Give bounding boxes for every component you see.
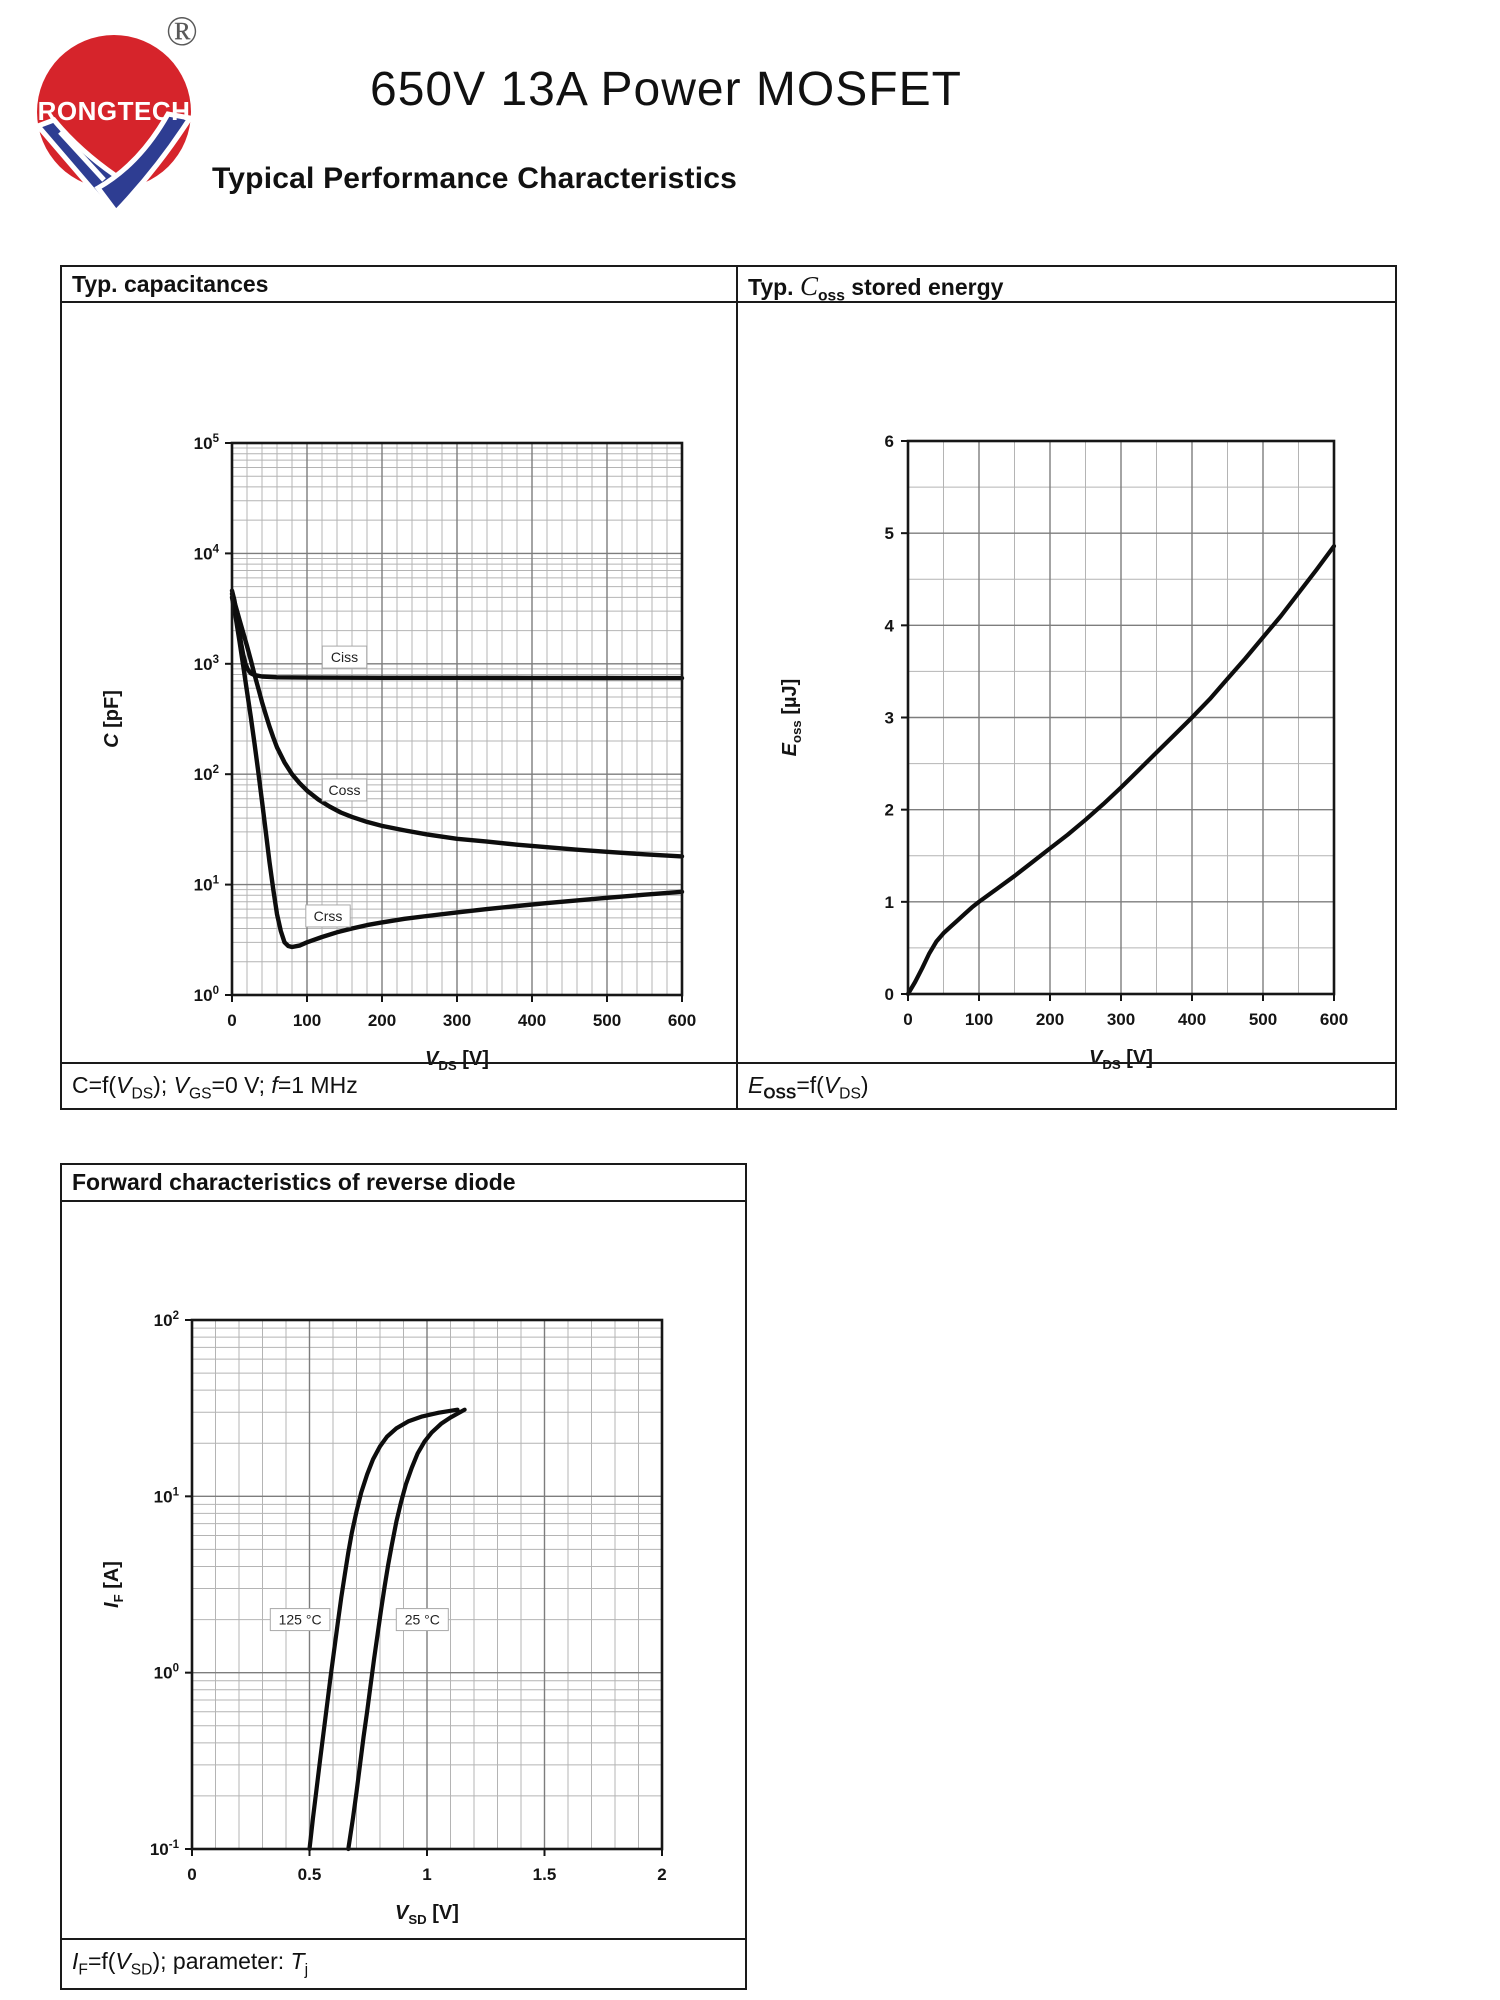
svg-text:600: 600 [667,1011,697,1030]
svg-text:101: $10^1$ [193,874,219,895]
section-subtitle: Typical Performance Characteristics [212,162,738,195]
svg-text:Crss: Crss [313,907,343,924]
svg-text:1.5: 1.5 [532,1865,557,1884]
svg-text:Eoss [µJ]: $E_{oss}$ [µJ] [779,678,804,757]
svg-text:300: 300 [442,1011,472,1030]
registered-trademark-icon: ® [166,9,198,55]
svg-text:C [pF]: C [pF] [101,690,123,748]
panel-header-eoss: Typ. $C_{oss}$ stored energy [736,267,1397,303]
top-charts-panel [60,265,1397,1110]
svg-text:101: $10^1$ [153,1486,179,1507]
panel-header-diode: Forward characteristics of reverse diode [62,1165,745,1202]
capacitances-chart-cell [62,303,736,1073]
svg-text:600: 600 [1319,1010,1349,1029]
eoss-chart [738,303,1397,1072]
svg-text:0: 0 [884,985,894,1004]
rongtech-logo [30,9,240,217]
svg-text:5: 5 [884,524,894,544]
svg-text:4: 4 [884,616,894,636]
svg-text:6: 6 [884,432,894,451]
svg-text:104: $10^4$ [193,543,219,564]
capacitances-chart [62,303,734,1073]
svg-text:Coss: Coss [328,781,361,798]
diode-chart-cell [62,1202,745,1938]
svg-text:105: $10^5$ [193,433,219,453]
caption-capacitances: $C=f(V_{DS})$; $V_{GS}=0$ V; f=1 MHz [62,1062,736,1108]
caption-diode: $I_F=f(V_{SD})$; parameter: $T_j$ [62,1938,745,1988]
svg-text:100: $10^0$ [153,1662,179,1683]
svg-text:VDS [V]: $V_{DS}$ [V] [425,1048,489,1073]
svg-text:VDS [V]: $V_{DS}$ [V] [1089,1047,1153,1072]
svg-text:200: 200 [1035,1010,1065,1029]
svg-text:102: $10^2$ [193,764,219,785]
eoss-chart-cell [736,303,1397,1072]
caption-eoss: $E_{OSS}=f(V_{DS})$ [736,1062,1397,1108]
svg-text:102: $10^2$ [153,1310,179,1330]
svg-text:0.5: 0.5 [297,1865,322,1884]
svg-text:0: 0 [903,1010,913,1029]
svg-text:1: 1 [884,892,894,912]
svg-text:0: 0 [187,1865,197,1884]
logo-brand-text: RONGTECH [37,96,191,126]
svg-text:2: 2 [884,800,894,820]
svg-text:300: 300 [1106,1010,1136,1029]
svg-text:100: 100 [964,1010,994,1029]
svg-text:25 °C: 25 °C [404,1611,440,1628]
svg-text:500: 500 [592,1011,622,1030]
svg-text:103: $10^3$ [193,653,219,674]
diode-panel [60,1163,747,1990]
svg-text:400: 400 [1177,1010,1207,1029]
diode-chart [62,1202,745,1938]
svg-text:2: 2 [657,1865,667,1884]
svg-text:10-1: $10^{-1}$ [149,1839,179,1859]
panel-header-capacitances: Typ. capacitances [62,267,736,303]
svg-text:VSD [V]: $V_{SD}$ [V] [395,1902,459,1927]
svg-text:100: 100 [292,1011,322,1030]
svg-text:3: 3 [884,708,894,728]
svg-text:1: 1 [422,1865,432,1884]
svg-text:400: 400 [517,1011,547,1030]
svg-text:0: 0 [227,1011,237,1030]
svg-text:200: 200 [367,1011,397,1030]
svg-text:100: $10^0$ [193,985,219,1005]
svg-text:IF [A]: $I_F$ [A] [101,1561,126,1608]
page-title: 650V 13A Power MOSFET [370,63,962,116]
svg-text:500: 500 [1248,1010,1278,1029]
svg-text:125 °C: 125 °C [278,1611,322,1628]
svg-text:Ciss: Ciss [330,649,359,666]
